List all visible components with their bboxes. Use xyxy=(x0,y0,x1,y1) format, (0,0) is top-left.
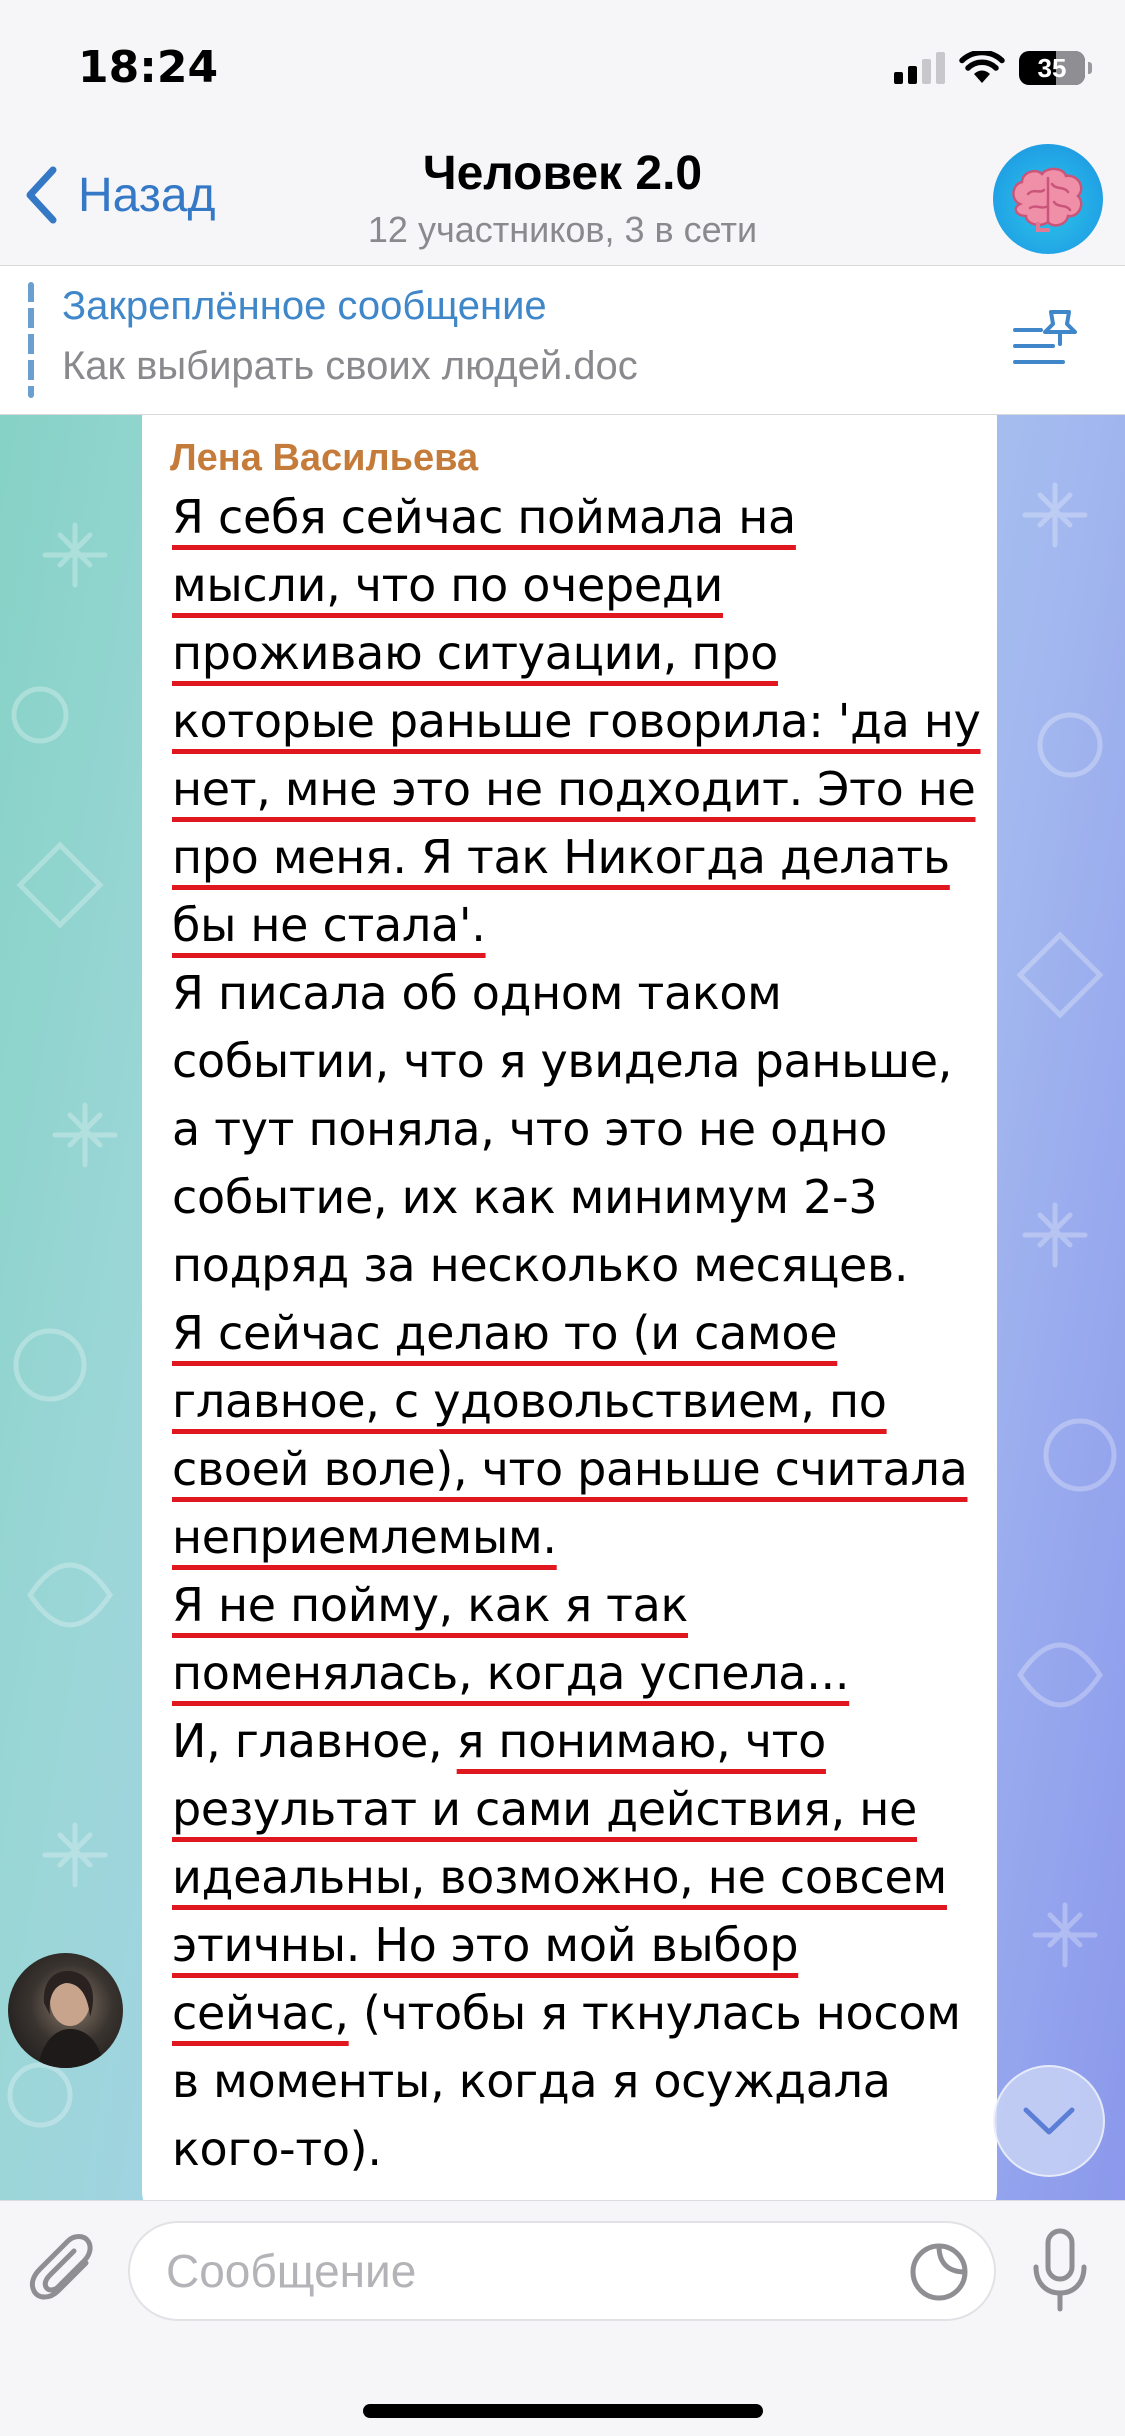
chevron-down-icon xyxy=(1022,2105,1076,2137)
message-segment: событии, что я увидела раньше, xyxy=(172,1034,953,1088)
message-sender[interactable]: Лена Васильева xyxy=(170,437,479,479)
message-text xyxy=(172,483,982,2183)
message-line xyxy=(172,1231,982,1299)
brain-icon xyxy=(1008,164,1088,234)
pinned-title: Закреплённое сообщение xyxy=(62,284,547,328)
status-time: 18:24 xyxy=(78,42,219,93)
message-input[interactable] xyxy=(166,2223,886,2319)
microphone-icon[interactable] xyxy=(1030,2227,1090,2315)
underlined-text: проживаю ситуации, про xyxy=(172,626,778,680)
underlined-text: я понимаю, что xyxy=(456,1714,826,1768)
chat-title-block[interactable] xyxy=(0,146,1125,251)
message-line xyxy=(172,1095,982,1163)
message-segment: кого-то). xyxy=(172,2122,382,2176)
wifi-icon xyxy=(959,51,1005,85)
underlined-text: бы не стала'. xyxy=(172,898,486,952)
underlined-text: Я сейчас делаю то (и самое xyxy=(172,1306,838,1360)
message-line xyxy=(172,1299,982,1367)
scroll-down-button[interactable] xyxy=(993,2065,1105,2177)
message-line xyxy=(172,1163,982,1231)
message-segment: И, главное, xyxy=(172,1714,457,1768)
message-segment: Я писала об одном таком xyxy=(172,966,782,1020)
message-line xyxy=(172,1367,982,1435)
message-line xyxy=(172,1503,982,1571)
avatar-photo xyxy=(8,1953,123,2068)
message-segment: событие, их как минимум 2-3 xyxy=(172,1170,878,1224)
pinned-text: Как выбирать своих людей.doc xyxy=(62,344,638,388)
battery-level: 35 xyxy=(1037,52,1067,83)
pinned-indicator xyxy=(28,282,34,398)
underlined-text: главное, с удовольствием, по xyxy=(172,1374,887,1428)
message-line xyxy=(172,2115,982,2183)
underlined-text: поменялась, когда успела... xyxy=(172,1646,850,1700)
message-line xyxy=(172,1775,982,1843)
pinned-message-bar[interactable] xyxy=(0,265,1125,415)
sender-avatar[interactable] xyxy=(8,1953,123,2068)
underlined-text: про меня. Я так Никогда делать xyxy=(172,830,950,884)
message-line xyxy=(172,755,982,823)
underlined-text: мысли, что по очереди xyxy=(172,558,723,612)
underlined-text: которые раньше говорила: 'да ну xyxy=(172,694,981,748)
message-line xyxy=(172,483,982,551)
battery-icon xyxy=(1019,51,1085,85)
message-input-wrapper xyxy=(128,2221,996,2321)
message-segment: в моменты, когда я осуждала xyxy=(172,2054,891,2108)
underlined-text: своей воле), что раньше считала xyxy=(172,1442,968,1496)
status-bar xyxy=(0,0,1125,140)
chat-header xyxy=(0,140,1125,265)
message-line xyxy=(172,823,982,891)
message-line xyxy=(172,551,982,619)
message-line xyxy=(172,1843,982,1911)
status-icons xyxy=(894,48,1085,88)
message-bubble[interactable] xyxy=(142,415,997,2200)
pinned-list-icon[interactable] xyxy=(1011,308,1081,374)
underlined-text: этичны. Но это мой выбор xyxy=(172,1918,799,1972)
message-line xyxy=(172,1571,982,1639)
back-label: Назад xyxy=(78,168,216,222)
sticker-icon[interactable] xyxy=(908,2241,970,2303)
message-line xyxy=(172,1979,982,2047)
chat-avatar[interactable] xyxy=(993,144,1103,254)
chat-title: Человек 2.0 xyxy=(422,147,703,200)
message-segment: подряд за несколько месяцев. xyxy=(172,1238,909,1292)
underlined-text: нет, мне это не подходит. Это не xyxy=(172,762,976,816)
message-input-bar xyxy=(0,2200,1125,2436)
underlined-text: неприемлемым. xyxy=(172,1510,557,1564)
underlined-text: идеальны, возможно, не совсем xyxy=(172,1850,947,1904)
message-line xyxy=(172,959,982,1027)
message-line xyxy=(172,1027,982,1095)
message-segment: (чтобы я ткнулась носом xyxy=(348,1986,961,2040)
message-line xyxy=(172,1911,982,1979)
chat-subtitle: 12 участников, 3 в сети xyxy=(367,209,758,250)
underlined-text: сейчас, xyxy=(172,1986,349,2040)
attach-icon[interactable] xyxy=(28,2229,104,2311)
message-line xyxy=(172,1707,982,1775)
message-line xyxy=(172,619,982,687)
message-line xyxy=(172,1639,982,1707)
underlined-text: Я себя сейчас поймала на xyxy=(172,490,796,544)
message-line xyxy=(172,687,982,755)
message-line xyxy=(172,2047,982,2115)
message-line xyxy=(172,1435,982,1503)
message-line xyxy=(172,891,982,959)
message-segment: а тут поняла, что это не одно xyxy=(172,1102,888,1156)
home-indicator[interactable] xyxy=(363,2404,763,2418)
underlined-text: Я не пойму, как я так xyxy=(172,1578,689,1632)
chat-area[interactable] xyxy=(0,415,1125,2200)
signal-icon xyxy=(894,52,945,84)
underlined-text: результат и сами действия, не xyxy=(172,1782,917,1836)
